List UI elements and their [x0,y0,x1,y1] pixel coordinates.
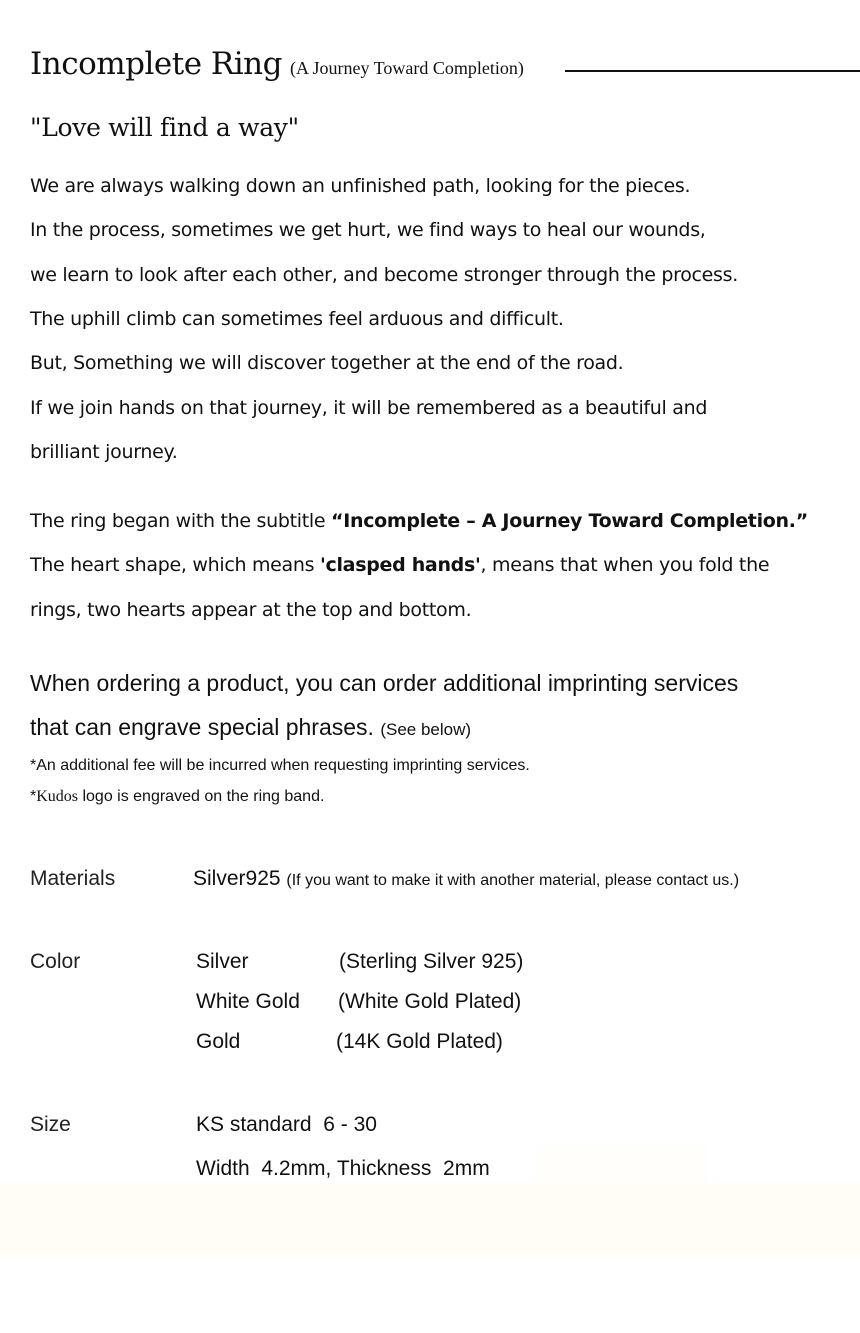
description-emphasis: 'clasped hands' [319,554,481,576]
order-notice-line: When ordering a product, you can order additional imprinting services [30,670,739,696]
story-line: If we join hands on that journey, it will be remembered as a beautiful and [30,397,708,419]
size-label: Size [30,1113,71,1136]
story-line: brilliant journey. [30,441,178,463]
background-patch [537,1143,707,1183]
story-line: But, Something we will discover together at the end of the road. [30,352,624,374]
story-line: we learn to look after each other, and become stronger through the process. [30,264,738,286]
size-dimensions: Width 4.2mm, Thickness 2mm [196,1157,490,1180]
color-label: Color [30,950,81,973]
size-standard: KS standard 6 - 30 [196,1113,377,1136]
description-text: The ring began with the subtitle [30,510,332,532]
order-notice-line [30,714,471,741]
story-line: In the process, sometimes we get hurt, we find ways to heal our wounds, [30,219,706,241]
color-option-detail: (14K Gold Plated) [336,1030,503,1053]
description-text: The heart shape, which means [30,554,320,576]
materials-note: (If you want to make it with another material, please contact us.) [286,872,740,889]
materials-label: Materials [30,867,116,890]
materials-value [193,867,739,891]
title-divider [565,70,860,72]
tagline: "Love will find a way" [30,113,299,142]
background-band [0,1183,860,1257]
color-option-detail: (Sterling Silver 925) [339,950,524,973]
color-option-name: Gold [196,1030,241,1053]
color-option-detail: (White Gold Plated) [338,990,522,1013]
product-title: Incomplete Ring [30,46,282,82]
see-below-note: (See below) [380,720,472,739]
title-row [30,46,860,90]
description-text: , means that when you fold the [480,554,770,576]
order-notice-text: that can engrave special phrases. [30,714,374,740]
description-line: rings, two hearts appear at the top and bottom. [30,599,472,621]
imprint-fee-note: *An additional fee will be incurred when requesting imprinting services. [30,757,530,774]
description-emphasis: “Incomplete – A Journey Toward Completion.” [331,510,808,532]
description-line [30,553,769,577]
logo-engrave-note: *Kudos logo is engraved on the ring band. [30,788,325,805]
product-subtitle: (A Journey Toward Completion) [289,58,524,78]
materials-name: Silver925 [193,867,281,890]
color-option-name: White Gold [196,990,300,1013]
story-line: We are always walking down an unfinished path, looking for the pieces. [30,175,691,197]
description-line [30,509,808,533]
brand-name: Kudos [36,788,79,805]
color-option-name: Silver [196,950,249,973]
story-line: The uphill climb can sometimes feel arduous and difficult. [30,308,564,330]
